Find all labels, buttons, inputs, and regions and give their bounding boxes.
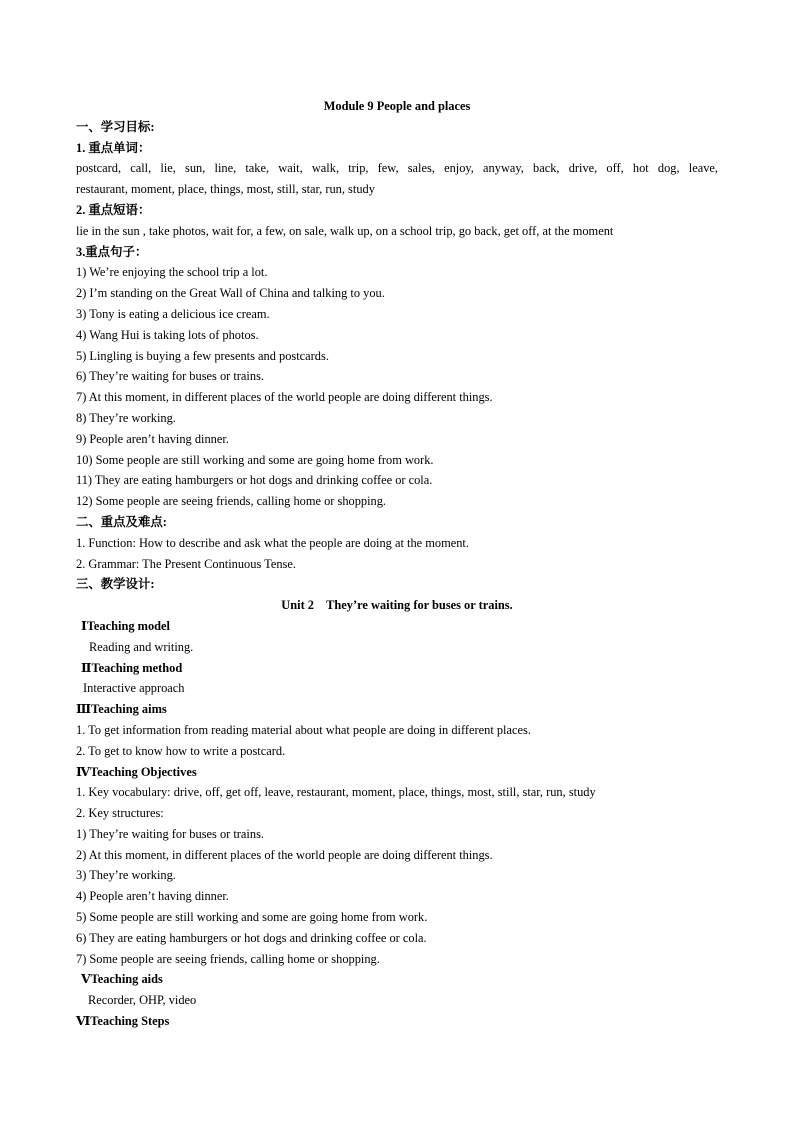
teaching-aids-text: Recorder, OHP, video <box>88 993 197 1008</box>
key-structure: 3) They’re working. <box>76 868 176 883</box>
key-phrases-heading: 2. 重点短语： <box>76 202 151 217</box>
teaching-method-text: Interactive approach <box>83 681 185 696</box>
key-sentence: 10) Some people are still working and some are going home from work. <box>76 452 434 467</box>
key-words-line-1: postcard, call, lie, sun, line, take, wait, walk, trip, few, sales, enjoy, anyway, back, drive, off, hot dog, leave, <box>76 161 718 176</box>
key-sentence: 8) They’re working. <box>76 410 176 425</box>
key-sentence: 1) We’re enjoying the school trip a lot. <box>76 265 268 280</box>
key-structures-heading: 2. Key structures: <box>76 806 164 821</box>
key-sentence: 12) Some people are seeing friends, calling home or shopping. <box>76 494 387 509</box>
section3-heading: 三、教学设计: <box>76 577 155 592</box>
key-sentence: 6) They’re waiting for buses or trains. <box>76 369 264 384</box>
key-sentence: 4) Wang Hui is taking lots of photos. <box>76 327 259 342</box>
document-page <box>76 96 718 1032</box>
key-structure: 7) Some people are seeing friends, calling home or shopping. <box>76 951 380 966</box>
key-structure: 2) At this moment, in different places of the world people are doing different things. <box>76 847 493 862</box>
section2-heading: 二、重点及难点: <box>76 514 167 529</box>
focus-item: 1. Function: How to describe and ask what the people are doing at the moment. <box>76 535 469 550</box>
key-sentence: 11) They are eating hamburgers or hot dogs and drinking coffee or cola. <box>76 473 433 488</box>
key-words-heading: 1. 重点单词： <box>76 140 151 155</box>
key-sentence: 7) At this moment, in different places of the world people are doing different things. <box>76 390 493 405</box>
key-sentence: 9) People aren’t having dinner. <box>76 431 229 446</box>
key-vocabulary: 1. Key vocabulary: drive, off, get off, leave, restaurant, moment, place, things, most, still, star, run, study <box>76 785 596 800</box>
teaching-aids-heading: ⅤTeaching aids <box>81 972 163 987</box>
teaching-aim: 2. To get to know how to write a postcard. <box>76 743 286 758</box>
key-sentence: 3) Tony is eating a delicious ice cream. <box>76 306 270 321</box>
key-structure: 6) They are eating hamburgers or hot dogs and drinking coffee or cola. <box>76 930 427 945</box>
key-sentence: 2) I’m standing on the Great Wall of China and talking to you. <box>76 286 385 301</box>
key-words-line-2: restaurant, moment, place, things, most, still, star, run, study <box>76 182 375 197</box>
section1-heading: 一、学习目标: <box>76 119 155 134</box>
key-sentences-heading: 3.重点句子： <box>76 244 148 259</box>
teaching-aim: 1. To get information from reading material about what people are doing in different places. <box>76 722 531 737</box>
document-title: Module 9 People and places <box>323 99 471 113</box>
teaching-method-heading: ⅡTeaching method <box>81 660 183 675</box>
unit-title: Unit 2 They’re waiting for buses or trains. <box>281 598 513 613</box>
key-structure: 1) They’re waiting for buses or trains. <box>76 826 264 841</box>
key-structure: 4) People aren’t having dinner. <box>76 889 229 904</box>
focus-item: 2. Grammar: The Present Continuous Tense. <box>76 556 296 571</box>
teaching-model-text: Reading and writing. <box>89 639 194 654</box>
teaching-model-heading: ⅠTeaching model <box>81 618 170 633</box>
key-phrases-text: lie in the sun , take photos, wait for, a few, on sale, walk up, on a school trip, go back, get off, at the moment <box>76 223 614 238</box>
key-structure: 5) Some people are still working and some are going home from work. <box>76 910 428 925</box>
teaching-aims-heading: ⅢTeaching aims <box>76 702 167 717</box>
teaching-objectives-heading: ⅣTeaching Objectives <box>76 764 197 779</box>
teaching-steps-heading: ⅥTeaching Steps <box>76 1014 170 1029</box>
key-sentence: 5) Lingling is buying a few presents and postcards. <box>76 348 329 363</box>
